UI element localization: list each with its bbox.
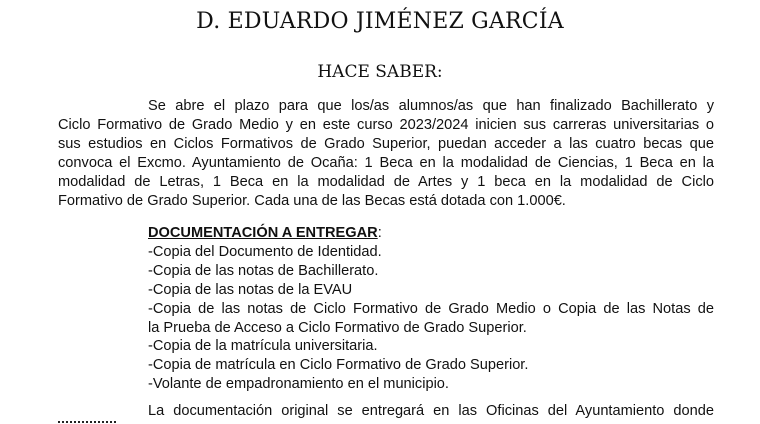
documentation-heading: DOCUMENTACIÓN A ENTREGAR <box>148 225 378 241</box>
final-paragraph-line: La documentación original se entregará en las Oficinas del Ayuntamiento donde <box>148 403 714 419</box>
list-item: -Copia de matrícula en Ciclo Formativo de Grado Superior. <box>148 357 529 374</box>
announcement-paragraph <box>58 97 714 210</box>
documentation-heading-colon: : <box>377 225 382 241</box>
list-item: -Copia del Documento de Identidad. <box>148 243 382 260</box>
paragraph-line: Ciclo Formativo de Grado Medio y en este curso 2023/2024 inicien sus carreras universitarias o <box>58 116 714 133</box>
paragraph-line: sus estudios en Ciclos Formativos de Grado Superior, puedan acceder a las cuatro becas que <box>58 135 714 152</box>
documentation-heading-row <box>148 224 714 243</box>
list-item: -Copia de las notas de Ciclo Formativo de Grado Medio o Copia de las Notas de <box>148 300 714 317</box>
hace-saber-heading: HACE SABER: <box>317 62 443 82</box>
paragraph-line: convoca el Excmo. Ayuntamiento de Ocaña: 1 Beca en la modalidad de Ciencias, 1 Beca en la <box>58 154 714 171</box>
list-item: la Prueba de Acceso a Ciclo Formativo de Grado Superior. <box>148 319 527 336</box>
paragraph-line: Formativo de Grado Superior. Cada una de las Becas está dotada con 1.000€. <box>58 192 566 209</box>
list-item: -Volante de empadronamiento en el municipio. <box>148 376 449 393</box>
paragraph-line: modalidad de Letras, 1 Beca en la modalidad de Artes y 1 beca en la modalidad de Ciclo <box>58 173 714 190</box>
documentation-section <box>148 224 714 394</box>
list-item: -Copia de las notas de Bachillerato. <box>148 262 379 279</box>
paragraph-line: Se abre el plazo para que los/as alumnos/as que han finalizado Bachillerato y <box>148 98 714 114</box>
list-item: -Copia de la matrícula universitaria. <box>148 338 378 355</box>
issuer-name-heading: D. EDUARDO JIMÉNEZ GARCÍA <box>196 9 564 34</box>
list-item: -Copia de las notas de la EVAU <box>148 281 353 298</box>
